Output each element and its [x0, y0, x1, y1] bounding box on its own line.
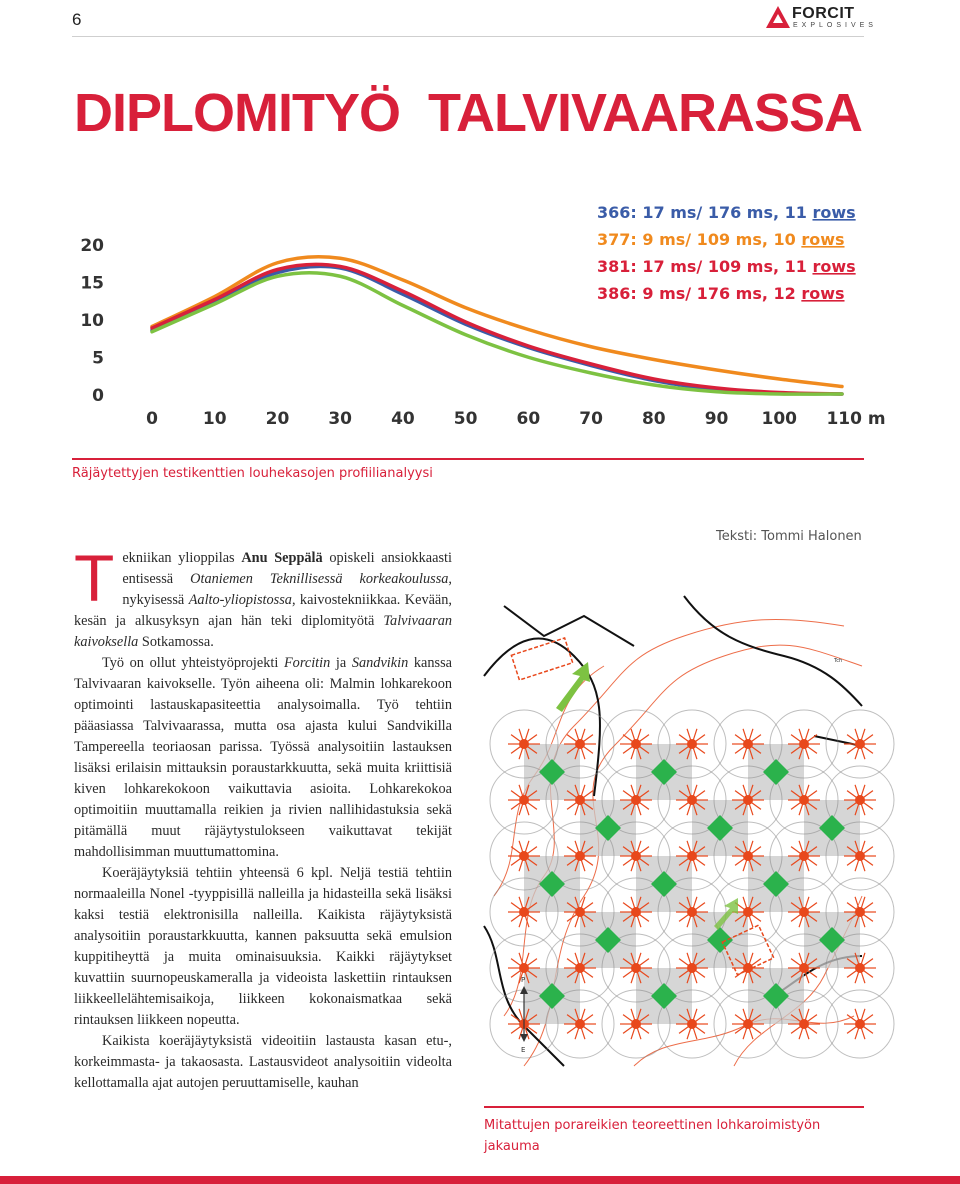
y-tick-label: 20: [80, 236, 104, 256]
x-tick-label: 50: [453, 409, 478, 429]
star-core: [799, 1019, 809, 1029]
star-core: [687, 1019, 697, 1029]
star-core: [575, 795, 585, 805]
drill-hole-red: [844, 1009, 876, 1039]
chart-rule: [72, 458, 864, 460]
text-run: Sotkamossa.: [138, 634, 214, 650]
legend-entry-text: 366: 17 ms/ 176 ms, 11: [597, 203, 813, 222]
star-core: [519, 795, 529, 805]
blast-map-svg: [484, 596, 864, 1076]
x-tick-label: 30: [328, 409, 353, 429]
star-core: [799, 795, 809, 805]
y-tick-label: 10: [80, 311, 104, 331]
x-tick-label: 60: [516, 409, 541, 429]
article-body: [74, 541, 453, 1094]
map-label: Tch: [834, 658, 843, 664]
legend-entry-rows: rows: [812, 257, 856, 276]
x-tick-label: 110 m: [826, 409, 886, 429]
star-core: [631, 963, 641, 973]
star-core: [687, 851, 697, 861]
logo-subword: EXPLOSIVES: [793, 22, 877, 29]
blast-map: [484, 596, 864, 1076]
star-core: [575, 739, 585, 749]
text-run: Sandvikin: [351, 655, 409, 671]
paragraph-1-text: [74, 541, 453, 650]
star-core: [855, 1019, 865, 1029]
paragraph-2: [74, 653, 452, 863]
star-core: [855, 795, 865, 805]
page-title: DIPLOMITYÖ TALVIVAARASSA: [74, 83, 863, 143]
x-tick-label: 10: [202, 409, 227, 429]
text-run: kanssa Talvivaaran kaivokselle. Työn aiheena oli: Malmin lohkarekoon optimointi lastauskapasiteettia analysoimalla. Työ tehtiin pääasiassa Talvivaarassa, mutta osa ajasta kului Sandvikilla Tampereella teoriaosan parissa. Työssä analysoitiin lastauksen lisäksi erilaisin mittauksin poraustarkkuutta, sekä muita kriittisiä kiven lohkarekokoon vaikuttavia asioita. Lohkarekokoa optimoitiin muuttamalla reikien ja rivien nallihidastuksia sekä pitämällä muut räjäytystulokseen vaikuttavat tekijät mahdollisimman muuttumattomina.: [74, 655, 452, 860]
x-tick-label: 40: [391, 409, 415, 429]
legend-entry-text: 386: 9 ms/ 176 ms, 12: [597, 284, 802, 303]
star-core: [855, 907, 865, 917]
page-number: 6: [72, 10, 82, 29]
star-core: [799, 851, 809, 861]
star-core: [855, 963, 865, 973]
star-core: [631, 1019, 641, 1029]
star-core: [575, 851, 585, 861]
legend-entry-rows: rows: [801, 230, 845, 249]
paragraph-3: Koeräjäytyksiä tehtiin yhteensä 6 kpl. Neljä testiä tehtiin normaaleilla Nonel -tyyppisillä nalleilla ja hidasteilla sekä lisäksi kaksi testiä elektronisilla nalleilla. Kaikista räjäytyksistä analysoitiin poraustarkkuutta, kannen paksuutta sekä emulsion kuppitiheyttä ja muita ominaisuuksia. Kaikki räjäytykset kuvattiin suurnopeuskameralla ja videoista laskettiin rintauksen liikkeellelähtemisaikoja, liikkeen kokonaismatkaa sekä rintauksen liikkeen nopeutta.: [74, 865, 452, 1028]
star-core: [743, 907, 753, 917]
legend-entry-rows: rows: [801, 284, 845, 303]
road-line: [684, 596, 862, 706]
compass-label-p: P: [521, 976, 526, 984]
x-tick-label: 0: [146, 409, 158, 429]
text-run: Anu Seppälä: [241, 550, 323, 566]
star-core: [799, 907, 809, 917]
compass-label-e: E: [521, 1046, 526, 1054]
paragraph-1: [74, 541, 453, 653]
text-run: Forcitin: [283, 655, 331, 671]
star-core: [743, 739, 753, 749]
text-run: opiskeli ansiokkaasti entisessä: [122, 550, 452, 587]
star-core: [631, 907, 641, 917]
star-core: [687, 739, 697, 749]
contour-line: [504, 619, 844, 1016]
star-core: [631, 795, 641, 805]
legend-entry-text: 381: 17 ms/ 109 ms, 11: [597, 257, 813, 276]
text-run: Talvivaaran kaivoksella: [74, 613, 452, 650]
text-run: Työ on ollut yhteistyöprojekti: [102, 655, 284, 671]
forcit-logo-mark: [766, 6, 790, 28]
legend-entry: [597, 203, 856, 222]
star-core: [519, 851, 529, 861]
y-tick-label: 0: [92, 386, 104, 406]
star-core: [743, 795, 753, 805]
x-tick-label: 90: [704, 409, 729, 429]
y-tick-label: 15: [80, 273, 104, 294]
star-core: [687, 795, 697, 805]
text-run: , kaivostekniikkaa. Kevään, kesän ja alkusyksyn ajan hän teki diplomityötä: [74, 592, 453, 629]
star-core: [631, 851, 641, 861]
star-core: [519, 739, 529, 749]
footer-bar: [0, 1176, 960, 1184]
star-core: [575, 907, 585, 917]
star-core: [687, 907, 697, 917]
drill-hole-red: [844, 729, 876, 759]
x-tick-label: 80: [641, 409, 666, 429]
blast-area-box: [511, 638, 572, 680]
profile-chart-svg: [72, 172, 886, 456]
chart-caption: Räjäytettyjen testikenttien louhekasojen profiilianalyysi: [72, 466, 433, 481]
star-core: [575, 1019, 585, 1029]
star-core: [687, 963, 697, 973]
x-tick-label: 20: [265, 409, 290, 429]
legend-entry: [597, 284, 845, 303]
legend-entry: [597, 230, 845, 249]
profile-chart: [72, 172, 886, 456]
star-core: [743, 1019, 753, 1029]
text-run: , nykyisessä: [122, 571, 452, 608]
star-core: [743, 851, 753, 861]
dropcap: T: [74, 541, 115, 615]
x-tick-label: 70: [579, 409, 603, 429]
north-arrow-tail: [520, 1034, 528, 1042]
star-core: [799, 963, 809, 973]
text-run: ekniikan ylioppilas: [122, 550, 242, 566]
x-tick-label: 100: [761, 409, 798, 429]
legend-entry-rows: rows: [812, 203, 856, 222]
star-core: [575, 963, 585, 973]
star-core: [855, 851, 865, 861]
map-caption: Mitattujen porareikien teoreettinen lohkaroimistyön jakauma: [484, 1118, 821, 1154]
legend-entry-text: 377: 9 ms/ 109 ms, 10: [597, 230, 802, 249]
text-run: ja: [330, 655, 352, 671]
logo-word: FORCIT: [792, 5, 855, 22]
text-run: Aalto-yliopistossa: [188, 592, 292, 608]
header-rule: [72, 36, 864, 37]
star-core: [519, 963, 529, 973]
y-tick-label: 5: [92, 348, 104, 369]
star-core: [799, 739, 809, 749]
star-core: [631, 739, 641, 749]
star-core: [519, 907, 529, 917]
map-rule: [484, 1106, 864, 1108]
text-run: Otaniemen Teknillisessä korkeakoulussa: [190, 571, 449, 587]
road-line: [504, 606, 634, 646]
forcit-logo: [766, 5, 877, 31]
paragraph-2-text: [74, 655, 452, 860]
direction-arrow: [556, 662, 590, 712]
star-core: [855, 739, 865, 749]
legend-entry: [597, 257, 856, 276]
series-line: [152, 257, 845, 387]
paragraph-4: Kaikista koeräjäytyksistä videoitiin lastausta kasan etu-, korkeimmasta- ja takaosasta. Lastausvideot analysoitiin videolta kellottamalla ajat autojen peruuttamiselle, kauhan: [74, 1033, 452, 1091]
byline: Teksti: Tommi Halonen: [716, 529, 862, 544]
